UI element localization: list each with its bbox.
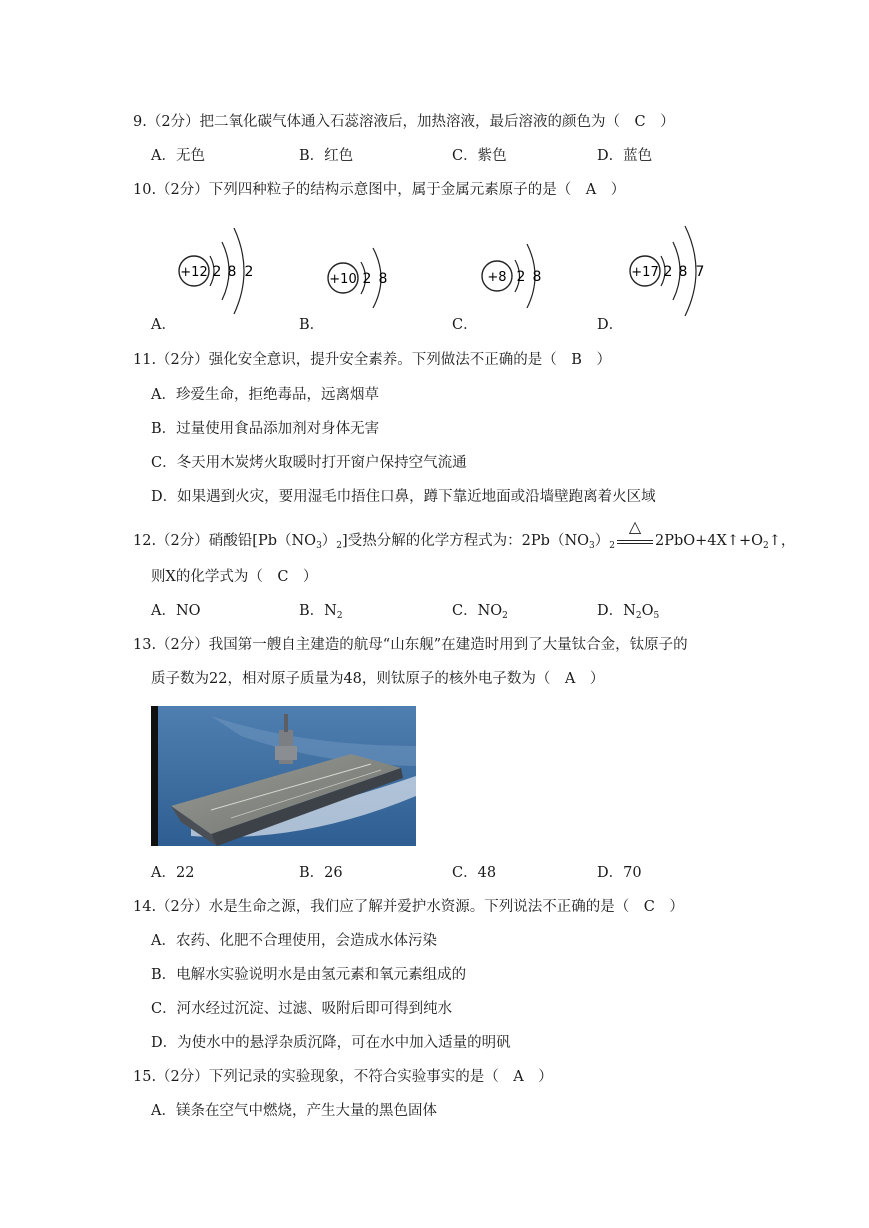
atom-d-shell-1: 2 — [663, 264, 673, 280]
q12-stem-line2: 则X的化学式为（ C ） — [151, 569, 318, 585]
q12-stem: 12.（2分）硝酸铅$[Pb(NO_3)_2]$受热分解的化学方程式为：$2Pb(NO_3)_2$ △ $2PbO+4X↑+O_2↑$， — [133, 517, 796, 551]
q13-option-c: C．48 — [452, 865, 497, 881]
q10-option-b: B． — [299, 317, 325, 333]
q10-option-c: C． — [452, 317, 478, 333]
atom-a-nucleus: +12 — [180, 265, 208, 280]
atom-c-shell-1: 2 — [516, 269, 526, 285]
aircraft-carrier-photo — [151, 706, 416, 846]
atom-c-nucleus: +8 — [487, 270, 507, 285]
q12-option-c: C．$NO_2$ — [452, 603, 508, 621]
q11-option-d: D．如果遇到火灾，要用湿毛巾捂住口鼻，蹲下靠近地面或沿墙壁跑离着火区域 — [151, 489, 656, 505]
q11-stem: 11.（2分）强化安全意识，提升安全素养。下列做法不正确的是（ B ） — [133, 352, 611, 368]
heat-arrow — [615, 517, 655, 551]
q12-option-b: B．$N_2$ — [299, 603, 343, 621]
q14-option-d: D．为使水中的悬浮杂质沉降，可在水中加入适量的明矾 — [151, 1035, 511, 1051]
q13-option-b: B．26 — [299, 865, 343, 881]
atom-a-shell-2: 8 — [227, 264, 237, 280]
atom-diagram-d — [623, 218, 713, 324]
q11-option-b: B．过量使用食品添加剂对身体无害 — [151, 421, 380, 437]
q10-option-d: D． — [597, 317, 624, 333]
q10-stem: 10.（2分）下列四种粒子的结构示意图中，属于金属元素原子的是（ A ） — [133, 182, 626, 198]
atom-b-shell-2: 8 — [378, 271, 388, 287]
atom-d-nucleus: +17 — [631, 265, 659, 280]
q15-stem: 15.（2分）下列记录的实验现象，不符合实验事实的是（ A ） — [133, 1069, 553, 1085]
atom-d-shell-3: 7 — [695, 264, 705, 280]
q13-stem-line1: 13.（2分）我国第一艘自主建造的航母“山东舰”在建造时用到了大量钛合金，钛原子的 — [133, 637, 688, 653]
q13-option-a: A．22 — [151, 865, 195, 881]
q14-option-b: B．电解水实验说明水是由氢元素和氧元素组成的 — [151, 967, 467, 983]
q12-option-d: D．$N_2O_5$ — [597, 603, 660, 621]
q14-stem: 14.（2分）水是生命之源，我们应了解并爱护水资源。下列说法不正确的是（ C ） — [133, 899, 684, 915]
heat-triangle-icon: △ — [628, 517, 642, 536]
q12-stem-prefix: 12.（2分）硝酸铅[Pb（NO — [133, 533, 317, 549]
atom-c-shell-2: 8 — [532, 269, 542, 285]
q11-option-a: A．珍爱生命，拒绝毒品，远离烟草 — [151, 387, 379, 403]
q9-stem: 9.（2分）把二氧化碳气体通入石蕊溶液后，加热溶液，最后溶液的颜色为（ C ） — [133, 114, 675, 130]
q15-option-a: A．镁条在空气中燃烧，产生大量的黑色固体 — [151, 1103, 437, 1119]
q14-option-c: C．河水经过沉淀、过滤、吸附后即可得到纯水 — [151, 1001, 453, 1017]
q9-option-a: A．无色 — [151, 148, 205, 164]
atom-a-shell-1: 2 — [212, 264, 222, 280]
q9-option-b: B．红色 — [299, 148, 354, 164]
q13-stem-line2: 质子数为22，相对原子质量为48，则钛原子的核外电子数为（ A ） — [151, 671, 605, 687]
atom-d-shell-2: 8 — [678, 264, 688, 280]
q14-option-a: A．农药、化肥不合理使用，会造成水体污染 — [151, 933, 437, 949]
atom-a-shell-3: 2 — [244, 264, 254, 280]
q13-option-d: D．70 — [597, 865, 642, 881]
atom-b-nucleus: +10 — [329, 272, 357, 287]
q10-option-a: A． — [151, 317, 176, 333]
atom-diagram-c — [477, 234, 557, 314]
atom-b-shell-1: 2 — [362, 271, 372, 287]
q11-option-c: C．冬天用木炭烤火取暖时打开窗户保持空气流通 — [151, 455, 467, 471]
atom-diagram-b — [323, 236, 403, 316]
q9-option-c: C．紫色 — [452, 148, 507, 164]
atom-diagram-a — [172, 218, 262, 324]
q12-option-a: A．NO — [151, 603, 201, 619]
q9-option-d: D．蓝色 — [597, 148, 653, 164]
